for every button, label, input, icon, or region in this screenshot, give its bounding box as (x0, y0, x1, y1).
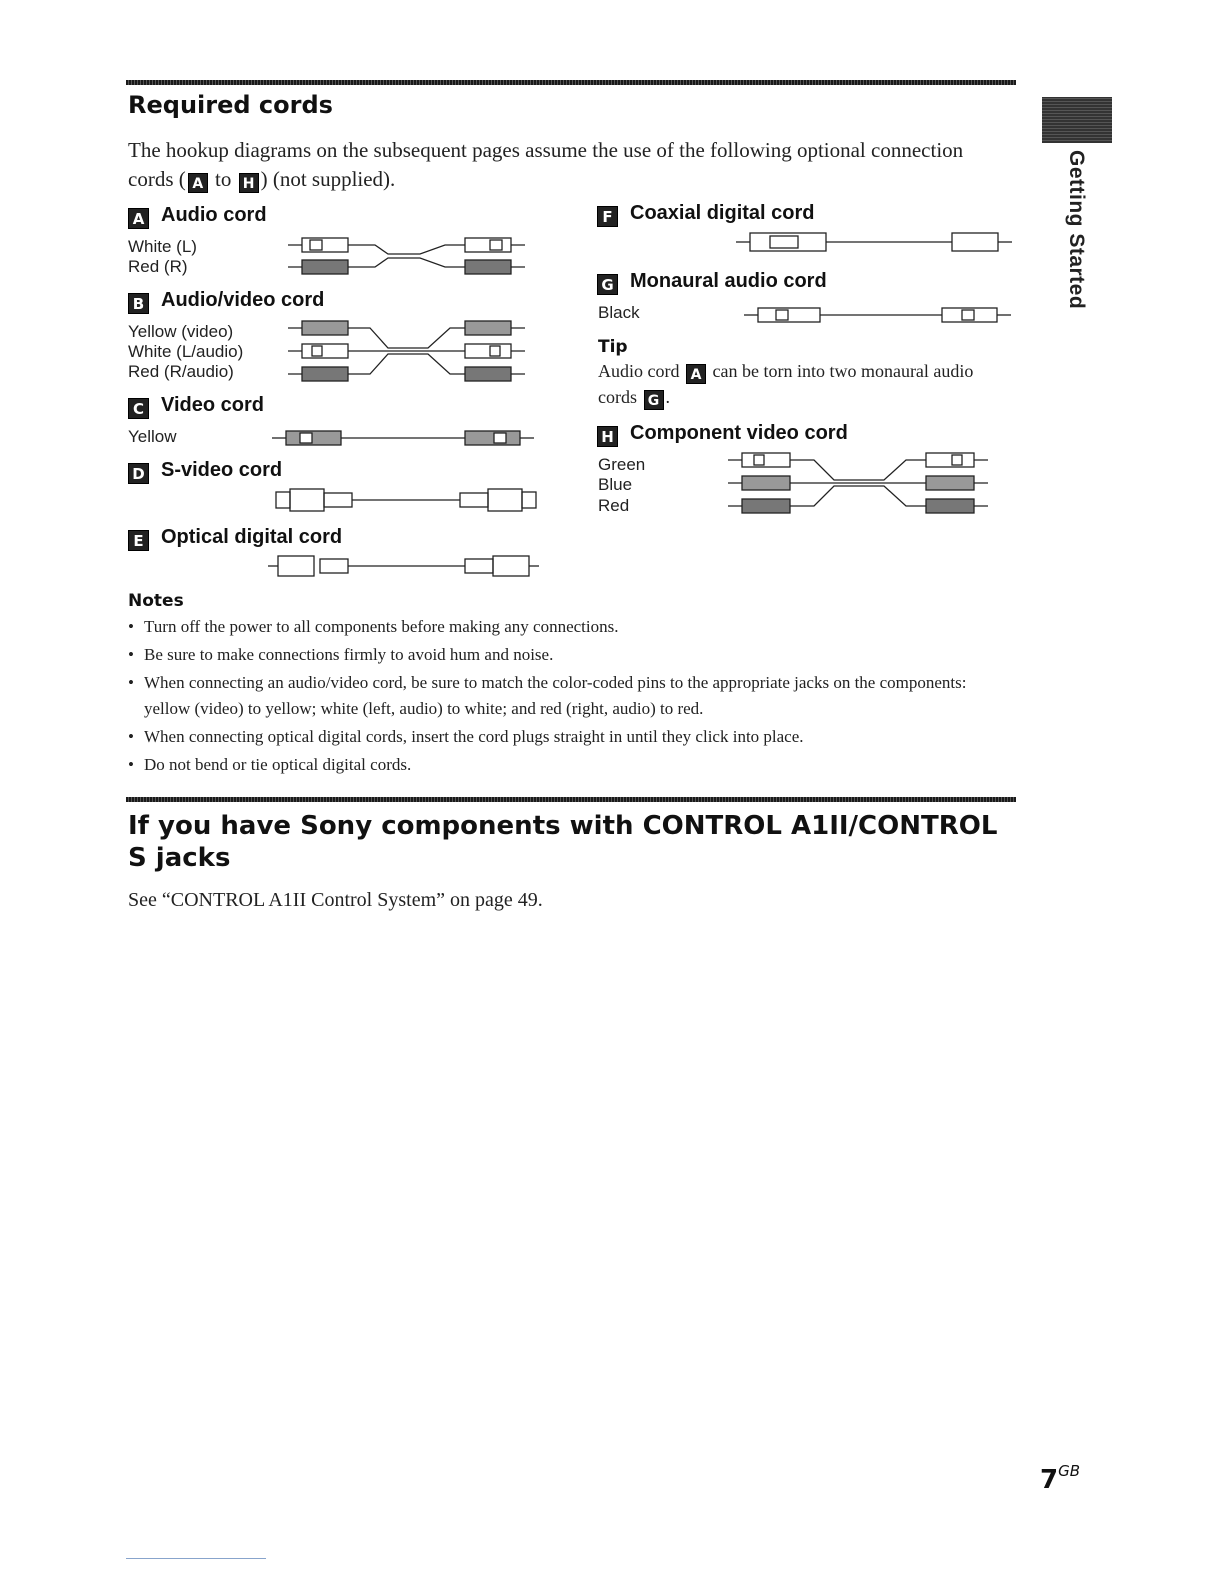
see-reference: See “CONTROL A1II Control System” on page 49. (128, 889, 543, 911)
cord-label-red: Red (598, 496, 630, 515)
badge-c: C (128, 398, 149, 419)
note-item: • When connecting an audio/video cord, be sure to match the color-coded pins to the appropriate jacks on the components: yellow (video) to yellow; white (left, audio) to white; and red (right, audio) to red. (128, 670, 988, 722)
note-item: • Be sure to make connections firmly to avoid hum and noise. (128, 642, 988, 668)
badge-e: E (128, 530, 149, 551)
note-item: • Do not bend or tie optical digital cords. (128, 752, 988, 778)
tip-heading: Tip (598, 337, 628, 357)
cord-heading-monaural-audio (597, 270, 827, 295)
audio-cord-illustration (260, 236, 550, 276)
cord-heading-audio (128, 204, 267, 229)
cord-title: Audio/video cord (161, 289, 325, 311)
badge-h: H (239, 173, 259, 193)
badge-d: D (128, 463, 149, 484)
cord-title: Audio cord (161, 204, 267, 226)
cord-label-yellow-video: Yellow (video) (128, 322, 234, 341)
section-rule-top (126, 80, 1016, 85)
cord-title: Video cord (161, 394, 264, 416)
cord-heading-optical-digital (128, 526, 342, 551)
section-rule-bottom (126, 797, 1016, 802)
cord-label-blue: Blue (598, 475, 633, 494)
badge-a: A (128, 208, 149, 229)
cord-label-yellow: Yellow (128, 427, 177, 446)
footer-line (126, 1558, 266, 1559)
section-heading-control-a1ii: If you have Sony components with CONTROL A1II/CONTROL S jacks (128, 811, 998, 873)
intro-line-2-pre: cords ( (128, 167, 186, 191)
badge-f: F (597, 206, 618, 227)
badge-a: A (686, 364, 706, 384)
intro-line-1: The hookup diagrams on the subsequent pages assume the use of the following optional connection (128, 138, 964, 162)
cord-title: Coaxial digital cord (630, 202, 815, 224)
notes-heading: Notes (128, 591, 184, 611)
tip-text-c: cords (598, 387, 642, 407)
cord-title: Optical digital cord (161, 526, 343, 548)
note-item: • When connecting optical digital cords, insert the cord plugs straight in until they click into place. (128, 724, 988, 750)
cord-heading-video (128, 394, 264, 419)
monaural-audio-cord-illustration (730, 305, 1020, 325)
cord-label-white-l: White (L) (128, 237, 197, 256)
cord-title: Component video cord (630, 422, 848, 444)
page-number (1040, 1462, 1080, 1495)
cord-label-green: Green (598, 455, 646, 474)
tip-text-a: Audio cord (598, 361, 684, 381)
page-number-value: 7 (1040, 1465, 1059, 1495)
intro-line-2-post: ) (not supplied). (260, 167, 396, 191)
cord-heading-audio-video (128, 289, 324, 314)
notes-list (128, 614, 988, 780)
cord-heading-s-video (128, 459, 282, 484)
cord-label-red-r: Red (R) (128, 257, 188, 276)
cord-label-red-r-audio: Red (R/audio) (128, 362, 234, 381)
badge-g: G (597, 274, 618, 295)
page-title: Required cords (128, 91, 333, 119)
badge-a: A (188, 173, 208, 193)
badge-g: G (644, 390, 664, 410)
coaxial-digital-cord-illustration (730, 230, 1020, 254)
tip-text-d: . (665, 387, 670, 407)
cord-heading-coaxial-digital (597, 202, 814, 227)
tip-text (598, 358, 1018, 410)
cord-label-white-l-audio: White (L/audio) (128, 342, 244, 361)
cord-label-black: Black (598, 303, 640, 322)
component-video-cord-illustration (716, 450, 1006, 516)
cord-title: Monaural audio cord (630, 270, 827, 292)
intro-paragraph (128, 136, 1008, 194)
note-item: • Turn off the power to all components before making any connections. (128, 614, 988, 640)
badge-h: H (597, 426, 618, 447)
audio-video-cord-illustration (260, 318, 550, 384)
intro-to: to (209, 167, 237, 191)
page-number-suffix: GB (1058, 1462, 1081, 1480)
s-video-cord-illustration (260, 488, 550, 512)
chapter-tab-label: Getting Started (1065, 150, 1088, 310)
video-cord-illustration (260, 428, 550, 448)
badge-b: B (128, 293, 149, 314)
optical-digital-cord-illustration (260, 554, 550, 578)
cord-title: S-video cord (161, 459, 283, 481)
cord-heading-component-video (597, 422, 848, 447)
chapter-tab-marker (1042, 97, 1112, 143)
tip-text-b: can be torn into two monaural audio (707, 361, 974, 381)
